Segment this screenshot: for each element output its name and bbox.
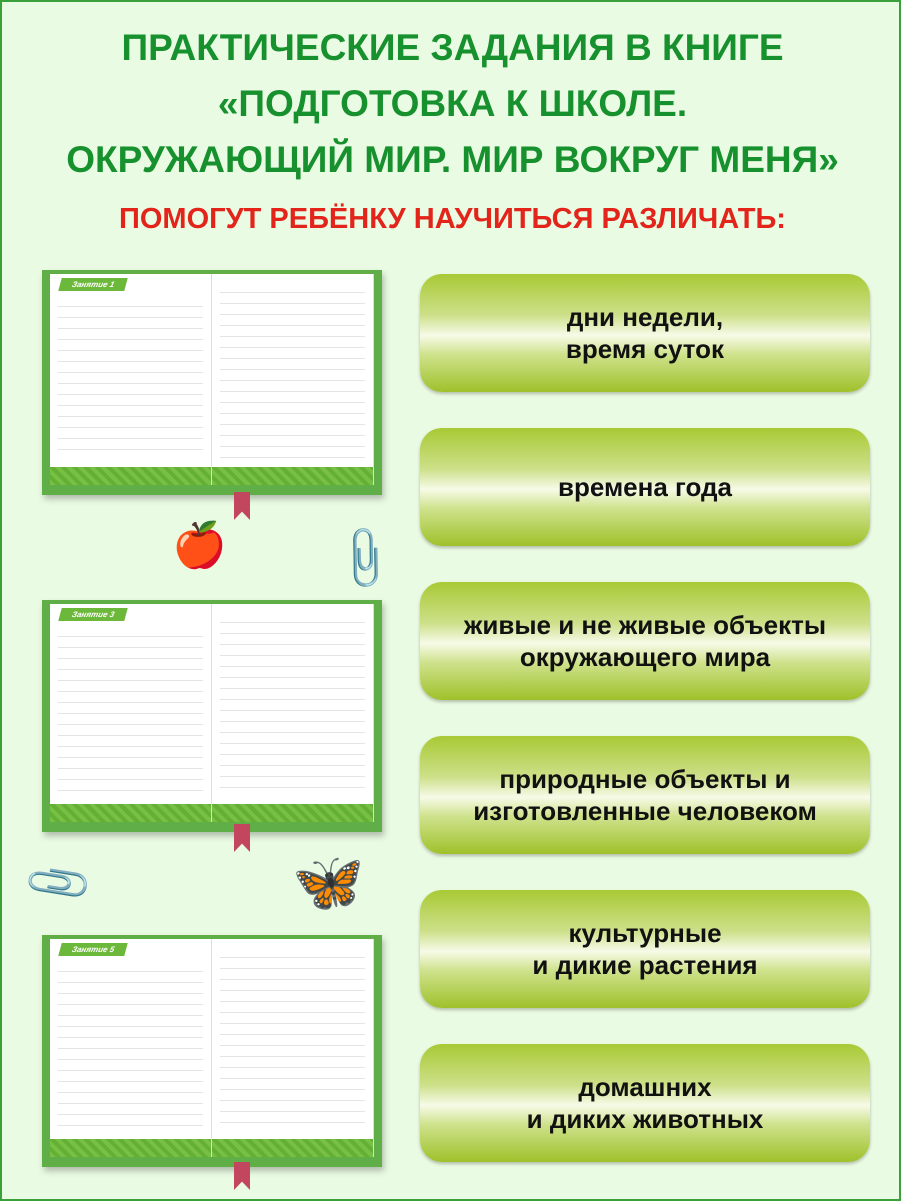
paperclip-icon: 📎 bbox=[22, 847, 96, 920]
title-line-2: «ПОДГОТОВКА К ШКОЛЕ. bbox=[217, 83, 688, 124]
topic-line: изготовленные человеком bbox=[473, 796, 817, 826]
topic-pill bbox=[420, 274, 870, 392]
topic-line: домашних bbox=[578, 1072, 712, 1102]
lesson-tab: Занятие 1 bbox=[58, 278, 128, 291]
topic-pill bbox=[420, 428, 870, 546]
topic-pill bbox=[420, 890, 870, 1008]
subtitle: ПОМОГУТ РЕБЁНКУ НАУЧИТЬСЯ РАЗЛИЧАТЬ: bbox=[119, 203, 786, 235]
title-line-3: ОКРУЖАЮЩИЙ МИР. МИР ВОКРУГ МЕНЯ» bbox=[66, 139, 839, 180]
topic-line: культурные bbox=[568, 918, 722, 948]
topic-line: время суток bbox=[565, 334, 725, 364]
topic-line: природные объекты и bbox=[499, 764, 791, 794]
page-title bbox=[2, 20, 901, 188]
bookmark-icon bbox=[234, 492, 250, 520]
title-line-1: ПРАКТИЧЕСКИЕ ЗАДАНИЯ В КНИГЕ bbox=[121, 27, 784, 68]
topic-line: живые и не живые объекты bbox=[463, 610, 827, 640]
topic-pill bbox=[420, 582, 870, 700]
topic-pill bbox=[420, 736, 870, 854]
topic-line: дни недели, bbox=[566, 302, 724, 332]
topic-line: окружающего мира bbox=[519, 642, 771, 672]
topic-line: и диких животных bbox=[526, 1104, 764, 1134]
book-spread-3 bbox=[42, 935, 382, 1167]
bookmark-icon bbox=[234, 824, 250, 852]
book-spread-1 bbox=[42, 270, 382, 495]
topic-line: времена года bbox=[557, 472, 733, 502]
topic-line: и дикие растения bbox=[532, 950, 758, 980]
lesson-tab: Занятие 5 bbox=[58, 943, 128, 956]
lesson-tab: Занятие 3 bbox=[58, 608, 128, 621]
bookmark-icon bbox=[234, 1162, 250, 1190]
paperclip-icon: 📎 bbox=[327, 522, 402, 595]
book-spread-2 bbox=[42, 600, 382, 832]
apple-icon: 🍎 bbox=[172, 521, 227, 570]
topic-pill bbox=[420, 1044, 870, 1162]
butterfly-icon: 🦋 bbox=[292, 850, 365, 915]
